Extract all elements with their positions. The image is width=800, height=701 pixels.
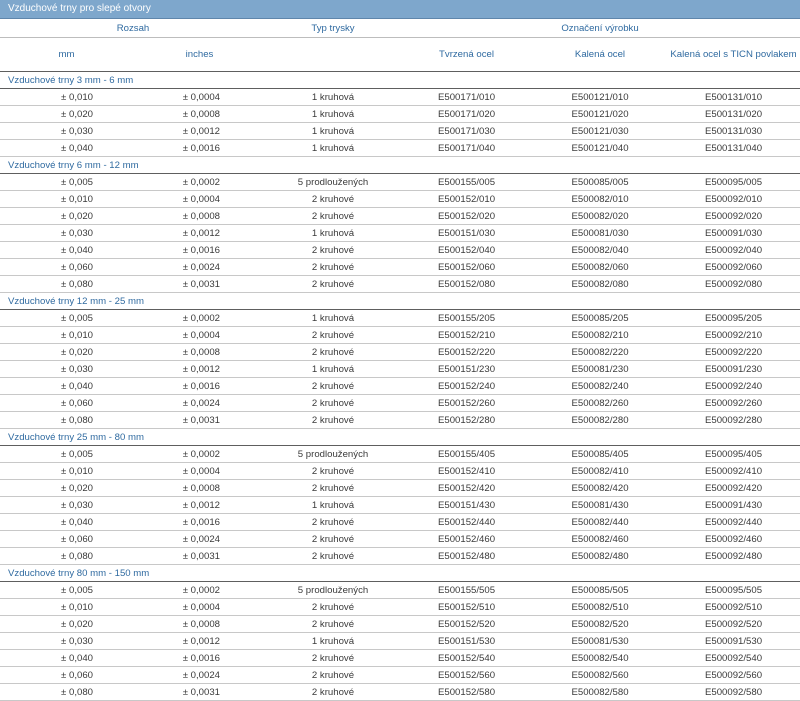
cell-tvrzena-ocel: E500151/530	[400, 633, 533, 650]
cell-inches: ± 0,0016	[133, 242, 266, 259]
cell-mm: ± 0,005	[0, 310, 133, 327]
cell-tvrzena-ocel: E500152/510	[400, 599, 533, 616]
section-header-row	[0, 293, 800, 310]
cell-inches: ± 0,0024	[133, 395, 266, 412]
cell-inches: ± 0,0016	[133, 378, 266, 395]
cell-tvrzena-ocel: E500152/080	[400, 276, 533, 293]
cell-typ-trysky: 2 kruhové	[266, 531, 400, 548]
cell-mm: ± 0,010	[0, 463, 133, 480]
cell-kalena-ocel: E500082/060	[533, 259, 667, 276]
cell-mm: ± 0,040	[0, 650, 133, 667]
cell-mm: ± 0,030	[0, 633, 133, 650]
cell-typ-trysky: 1 kruhová	[266, 361, 400, 378]
cell-kalena-ocel-ticn: E500131/020	[667, 106, 800, 123]
cell-typ-trysky: 2 kruhové	[266, 412, 400, 429]
table-row	[0, 327, 800, 344]
cell-mm: ± 0,030	[0, 123, 133, 140]
cell-mm: ± 0,020	[0, 208, 133, 225]
section-title: Vzduchové trny 12 mm - 25 mm	[0, 293, 800, 310]
cell-mm: ± 0,010	[0, 599, 133, 616]
table-row	[0, 89, 800, 106]
cell-mm: ± 0,080	[0, 548, 133, 565]
cell-typ-trysky: 2 kruhové	[266, 616, 400, 633]
cell-mm: ± 0,005	[0, 582, 133, 599]
cell-kalena-ocel-ticn: E500131/030	[667, 123, 800, 140]
table-row	[0, 174, 800, 191]
cell-kalena-ocel-ticn: E500091/530	[667, 633, 800, 650]
cell-mm: ± 0,020	[0, 616, 133, 633]
cell-kalena-ocel-ticn: E500092/440	[667, 514, 800, 531]
cell-kalena-ocel-ticn: E500092/510	[667, 599, 800, 616]
section-title: Vzduchové trny 3 mm - 6 mm	[0, 72, 800, 89]
cell-kalena-ocel-ticn: E500092/580	[667, 684, 800, 701]
header-mm: mm	[0, 38, 133, 72]
cell-inches: ± 0,0012	[133, 225, 266, 242]
cell-kalena-ocel: E500085/505	[533, 582, 667, 599]
cell-mm: ± 0,040	[0, 140, 133, 157]
cell-tvrzena-ocel: E500152/060	[400, 259, 533, 276]
cell-tvrzena-ocel: E500152/410	[400, 463, 533, 480]
table-row	[0, 123, 800, 140]
cell-typ-trysky: 1 kruhová	[266, 310, 400, 327]
cell-typ-trysky: 2 kruhové	[266, 395, 400, 412]
cell-mm: ± 0,020	[0, 106, 133, 123]
cell-tvrzena-ocel: E500155/205	[400, 310, 533, 327]
cell-kalena-ocel-ticn: E500092/520	[667, 616, 800, 633]
table-row	[0, 582, 800, 599]
cell-tvrzena-ocel: E500152/240	[400, 378, 533, 395]
cell-kalena-ocel-ticn: E500092/460	[667, 531, 800, 548]
cell-kalena-ocel-ticn: E500092/540	[667, 650, 800, 667]
table-row	[0, 531, 800, 548]
cell-typ-trysky: 2 kruhové	[266, 548, 400, 565]
table-row	[0, 514, 800, 531]
cell-inches: ± 0,0004	[133, 327, 266, 344]
cell-tvrzena-ocel: E500152/260	[400, 395, 533, 412]
table-row	[0, 480, 800, 497]
cell-inches: ± 0,0016	[133, 650, 266, 667]
cell-kalena-ocel: E500082/540	[533, 650, 667, 667]
cell-kalena-ocel-ticn: E500091/230	[667, 361, 800, 378]
cell-kalena-ocel: E500121/010	[533, 89, 667, 106]
cell-tvrzena-ocel: E500152/560	[400, 667, 533, 684]
cell-tvrzena-ocel: E500152/440	[400, 514, 533, 531]
cell-inches: ± 0,0002	[133, 310, 266, 327]
cell-mm: ± 0,010	[0, 191, 133, 208]
cell-kalena-ocel: E500081/430	[533, 497, 667, 514]
cell-mm: ± 0,060	[0, 395, 133, 412]
cell-kalena-ocel-ticn: E500092/410	[667, 463, 800, 480]
cell-kalena-ocel-ticn: E500092/420	[667, 480, 800, 497]
cell-inches: ± 0,0012	[133, 123, 266, 140]
cell-kalena-ocel: E500082/580	[533, 684, 667, 701]
table-row	[0, 599, 800, 616]
cell-kalena-ocel-ticn: E500092/040	[667, 242, 800, 259]
cell-mm: ± 0,020	[0, 344, 133, 361]
cell-mm: ± 0,005	[0, 446, 133, 463]
cell-typ-trysky: 1 kruhová	[266, 225, 400, 242]
cell-kalena-ocel: E500121/040	[533, 140, 667, 157]
table-row	[0, 616, 800, 633]
table-row	[0, 344, 800, 361]
header-kalena: Kalená ocel	[533, 38, 667, 72]
section-title: Vzduchové trny 80 mm - 150 mm	[0, 565, 800, 582]
cell-kalena-ocel: E500082/410	[533, 463, 667, 480]
cell-typ-trysky: 1 kruhová	[266, 140, 400, 157]
cell-typ-trysky: 1 kruhová	[266, 123, 400, 140]
cell-kalena-ocel-ticn: E500095/205	[667, 310, 800, 327]
cell-inches: ± 0,0024	[133, 531, 266, 548]
table-row	[0, 650, 800, 667]
cell-kalena-ocel-ticn: E500092/280	[667, 412, 800, 429]
cell-kalena-ocel: E500085/005	[533, 174, 667, 191]
section-header-row	[0, 72, 800, 89]
header-inches: inches	[133, 38, 266, 72]
section-header-row	[0, 565, 800, 582]
cell-typ-trysky: 5 prodloužených	[266, 582, 400, 599]
cell-mm: ± 0,060	[0, 259, 133, 276]
cell-tvrzena-ocel: E500152/460	[400, 531, 533, 548]
cell-tvrzena-ocel: E500171/030	[400, 123, 533, 140]
section-header-row	[0, 429, 800, 446]
cell-kalena-ocel: E500082/520	[533, 616, 667, 633]
table-row	[0, 378, 800, 395]
cell-inches: ± 0,0012	[133, 497, 266, 514]
cell-kalena-ocel-ticn: E500092/480	[667, 548, 800, 565]
product-table	[0, 19, 800, 701]
cell-tvrzena-ocel: E500152/540	[400, 650, 533, 667]
cell-mm: ± 0,040	[0, 514, 133, 531]
cell-tvrzena-ocel: E500152/010	[400, 191, 533, 208]
cell-kalena-ocel: E500082/420	[533, 480, 667, 497]
cell-inches: ± 0,0002	[133, 446, 266, 463]
cell-inches: ± 0,0024	[133, 667, 266, 684]
table-body	[0, 72, 800, 701]
cell-kalena-ocel: E500082/220	[533, 344, 667, 361]
header-kalena-ticn: Kalená ocel s TICN povlakem	[667, 38, 800, 72]
table-row	[0, 310, 800, 327]
cell-mm: ± 0,030	[0, 497, 133, 514]
cell-kalena-ocel: E500082/240	[533, 378, 667, 395]
cell-mm: ± 0,030	[0, 361, 133, 378]
cell-mm: ± 0,010	[0, 327, 133, 344]
cell-typ-trysky: 2 kruhové	[266, 276, 400, 293]
cell-tvrzena-ocel: E500171/010	[400, 89, 533, 106]
cell-typ-trysky: 2 kruhové	[266, 650, 400, 667]
cell-tvrzena-ocel: E500171/020	[400, 106, 533, 123]
cell-kalena-ocel: E500082/210	[533, 327, 667, 344]
cell-mm: ± 0,040	[0, 378, 133, 395]
cell-typ-trysky: 2 kruhové	[266, 463, 400, 480]
table-row	[0, 276, 800, 293]
cell-tvrzena-ocel: E500152/210	[400, 327, 533, 344]
table-row	[0, 140, 800, 157]
table-row	[0, 446, 800, 463]
cell-kalena-ocel: E500082/460	[533, 531, 667, 548]
cell-inches: ± 0,0031	[133, 684, 266, 701]
section-title: Vzduchové trny 25 mm - 80 mm	[0, 429, 800, 446]
table-row	[0, 667, 800, 684]
header-rozsah: Rozsah	[0, 19, 266, 38]
cell-kalena-ocel: E500085/405	[533, 446, 667, 463]
cell-tvrzena-ocel: E500151/230	[400, 361, 533, 378]
cell-typ-trysky: 2 kruhové	[266, 191, 400, 208]
cell-kalena-ocel-ticn: E500091/030	[667, 225, 800, 242]
cell-inches: ± 0,0004	[133, 599, 266, 616]
cell-kalena-ocel: E500082/260	[533, 395, 667, 412]
cell-inches: ± 0,0008	[133, 208, 266, 225]
cell-kalena-ocel-ticn: E500095/005	[667, 174, 800, 191]
cell-kalena-ocel: E500121/020	[533, 106, 667, 123]
cell-tvrzena-ocel: E500152/020	[400, 208, 533, 225]
cell-kalena-ocel: E500082/440	[533, 514, 667, 531]
section-title: Vzduchové trny 6 mm - 12 mm	[0, 157, 800, 174]
cell-inches: ± 0,0008	[133, 106, 266, 123]
cell-typ-trysky: 2 kruhové	[266, 667, 400, 684]
cell-kalena-ocel: E500082/510	[533, 599, 667, 616]
cell-kalena-ocel: E500085/205	[533, 310, 667, 327]
cell-tvrzena-ocel: E500151/030	[400, 225, 533, 242]
cell-kalena-ocel-ticn: E500092/080	[667, 276, 800, 293]
cell-inches: ± 0,0012	[133, 633, 266, 650]
cell-inches: ± 0,0016	[133, 514, 266, 531]
cell-mm: ± 0,020	[0, 480, 133, 497]
section-header-row	[0, 157, 800, 174]
cell-kalena-ocel-ticn: E500092/020	[667, 208, 800, 225]
cell-tvrzena-ocel: E500152/420	[400, 480, 533, 497]
table-row	[0, 191, 800, 208]
table-row	[0, 633, 800, 650]
cell-tvrzena-ocel: E500152/580	[400, 684, 533, 701]
cell-inches: ± 0,0004	[133, 89, 266, 106]
header-oznaceni: Označení výrobku	[400, 19, 800, 38]
cell-kalena-ocel: E500081/530	[533, 633, 667, 650]
cell-tvrzena-ocel: E500152/040	[400, 242, 533, 259]
cell-kalena-ocel: E500082/560	[533, 667, 667, 684]
cell-mm: ± 0,080	[0, 412, 133, 429]
header-typ-trysky: Typ trysky	[266, 19, 400, 38]
table-row	[0, 395, 800, 412]
cell-kalena-ocel-ticn: E500092/060	[667, 259, 800, 276]
cell-inches: ± 0,0002	[133, 174, 266, 191]
cell-kalena-ocel-ticn: E500095/505	[667, 582, 800, 599]
cell-tvrzena-ocel: E500152/280	[400, 412, 533, 429]
cell-typ-trysky: 2 kruhové	[266, 378, 400, 395]
cell-typ-trysky: 1 kruhová	[266, 89, 400, 106]
table-row	[0, 548, 800, 565]
cell-kalena-ocel: E500082/080	[533, 276, 667, 293]
cell-typ-trysky: 2 kruhové	[266, 480, 400, 497]
cell-mm: ± 0,080	[0, 684, 133, 701]
cell-kalena-ocel-ticn: E500092/220	[667, 344, 800, 361]
table-row	[0, 684, 800, 701]
cell-tvrzena-ocel: E500155/005	[400, 174, 533, 191]
cell-inches: ± 0,0016	[133, 140, 266, 157]
cell-tvrzena-ocel: E500155/405	[400, 446, 533, 463]
cell-kalena-ocel: E500082/010	[533, 191, 667, 208]
cell-mm: ± 0,040	[0, 242, 133, 259]
cell-inches: ± 0,0024	[133, 259, 266, 276]
cell-inches: ± 0,0031	[133, 276, 266, 293]
cell-tvrzena-ocel: E500151/430	[400, 497, 533, 514]
cell-typ-trysky: 1 kruhová	[266, 633, 400, 650]
cell-mm: ± 0,010	[0, 89, 133, 106]
table-row	[0, 412, 800, 429]
cell-typ-trysky: 5 prodloužených	[266, 446, 400, 463]
cell-kalena-ocel-ticn: E500131/010	[667, 89, 800, 106]
cell-kalena-ocel: E500121/030	[533, 123, 667, 140]
cell-kalena-ocel: E500081/030	[533, 225, 667, 242]
cell-inches: ± 0,0031	[133, 548, 266, 565]
cell-typ-trysky: 2 kruhové	[266, 344, 400, 361]
cell-kalena-ocel-ticn: E500092/260	[667, 395, 800, 412]
table-row	[0, 242, 800, 259]
cell-kalena-ocel-ticn: E500092/010	[667, 191, 800, 208]
cell-inches: ± 0,0004	[133, 463, 266, 480]
cell-kalena-ocel: E500081/230	[533, 361, 667, 378]
cell-kalena-ocel: E500082/040	[533, 242, 667, 259]
table-row	[0, 259, 800, 276]
cell-mm: ± 0,030	[0, 225, 133, 242]
cell-kalena-ocel: E500082/480	[533, 548, 667, 565]
cell-tvrzena-ocel: E500155/505	[400, 582, 533, 599]
cell-tvrzena-ocel: E500152/520	[400, 616, 533, 633]
cell-kalena-ocel-ticn: E500092/210	[667, 327, 800, 344]
cell-mm: ± 0,060	[0, 531, 133, 548]
cell-kalena-ocel: E500082/280	[533, 412, 667, 429]
cell-typ-trysky: 2 kruhové	[266, 242, 400, 259]
cell-tvrzena-ocel: E500171/040	[400, 140, 533, 157]
cell-typ-trysky: 2 kruhové	[266, 684, 400, 701]
cell-typ-trysky: 2 kruhové	[266, 327, 400, 344]
cell-typ-trysky: 2 kruhové	[266, 259, 400, 276]
cell-typ-trysky: 2 kruhové	[266, 208, 400, 225]
table-row	[0, 463, 800, 480]
cell-kalena-ocel: E500082/020	[533, 208, 667, 225]
header-empty	[266, 38, 400, 72]
cell-kalena-ocel-ticn: E500131/040	[667, 140, 800, 157]
table-row	[0, 208, 800, 225]
cell-typ-trysky: 2 kruhové	[266, 599, 400, 616]
table-row	[0, 106, 800, 123]
cell-kalena-ocel-ticn: E500095/405	[667, 446, 800, 463]
cell-mm: ± 0,060	[0, 667, 133, 684]
cell-inches: ± 0,0031	[133, 412, 266, 429]
cell-typ-trysky: 5 prodloužených	[266, 174, 400, 191]
cell-mm: ± 0,005	[0, 174, 133, 191]
cell-mm: ± 0,080	[0, 276, 133, 293]
cell-inches: ± 0,0008	[133, 616, 266, 633]
header-tvrzena: Tvrzená ocel	[400, 38, 533, 72]
cell-typ-trysky: 2 kruhové	[266, 514, 400, 531]
table-row	[0, 225, 800, 242]
cell-kalena-ocel-ticn: E500092/560	[667, 667, 800, 684]
cell-inches: ± 0,0002	[133, 582, 266, 599]
cell-inches: ± 0,0008	[133, 344, 266, 361]
cell-kalena-ocel-ticn: E500091/430	[667, 497, 800, 514]
table-title: Vzduchové trny pro slepé otvory	[0, 0, 800, 19]
cell-tvrzena-ocel: E500152/480	[400, 548, 533, 565]
table-row	[0, 361, 800, 378]
table-row	[0, 497, 800, 514]
cell-inches: ± 0,0004	[133, 191, 266, 208]
cell-inches: ± 0,0012	[133, 361, 266, 378]
cell-inches: ± 0,0008	[133, 480, 266, 497]
cell-tvrzena-ocel: E500152/220	[400, 344, 533, 361]
cell-kalena-ocel-ticn: E500092/240	[667, 378, 800, 395]
cell-typ-trysky: 1 kruhová	[266, 106, 400, 123]
cell-typ-trysky: 1 kruhová	[266, 497, 400, 514]
